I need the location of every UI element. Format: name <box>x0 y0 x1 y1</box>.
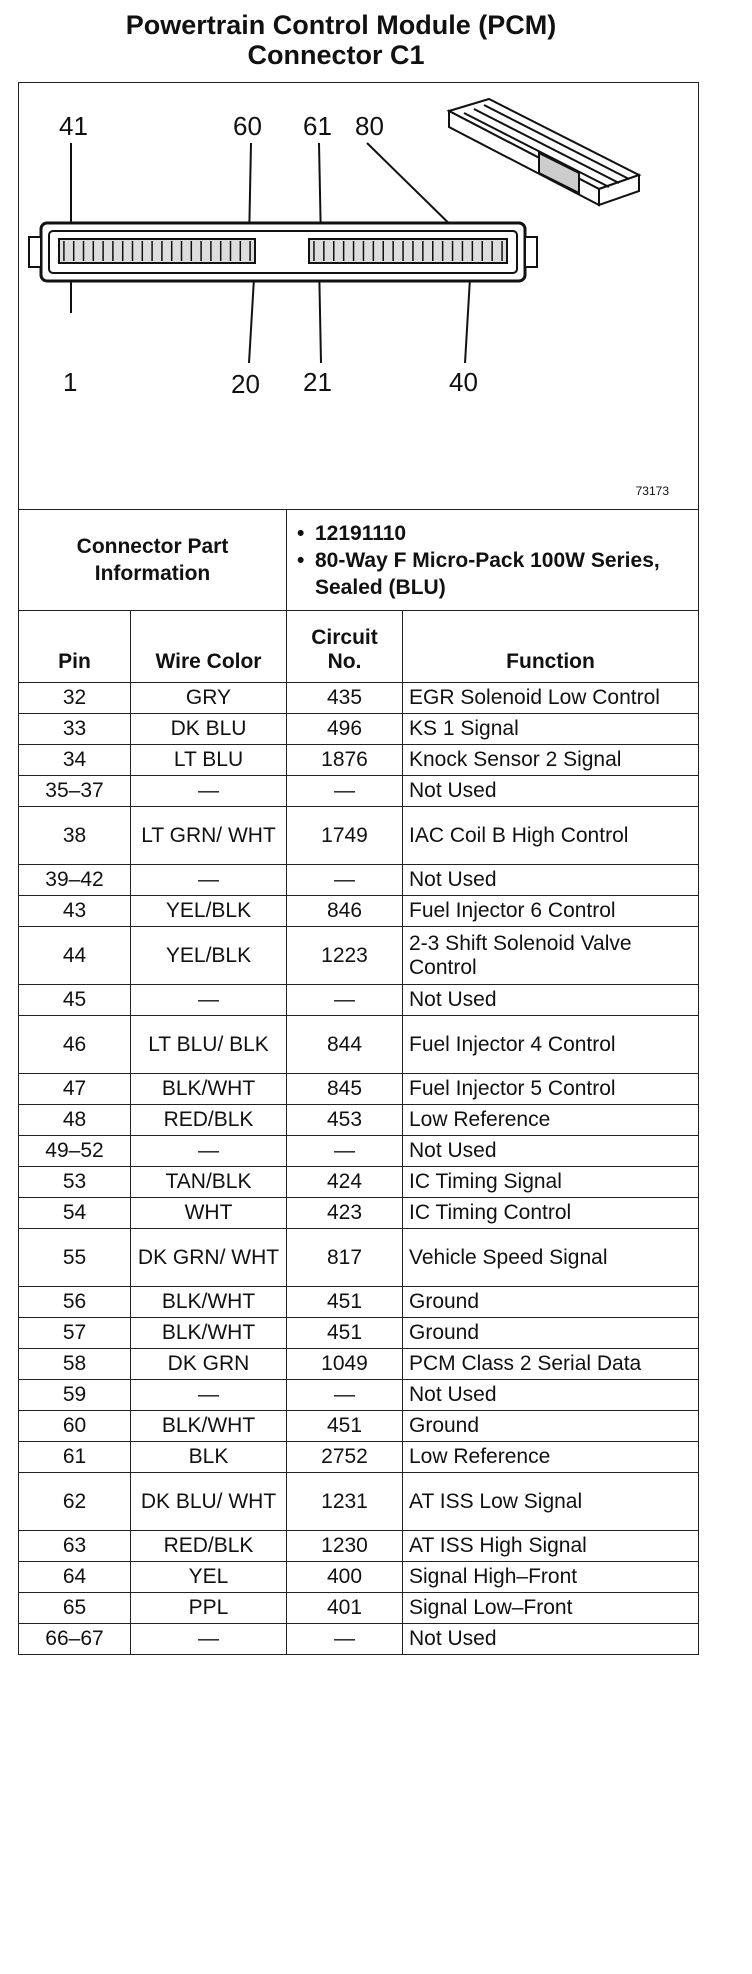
table-row <box>19 1198 699 1229</box>
pin-label-80: 80 <box>355 111 384 141</box>
table-row <box>19 1074 699 1105</box>
function-cell: Ground <box>403 1318 699 1349</box>
wire-color-cell: DK GRN <box>131 1349 287 1380</box>
function-cell: Knock Sensor 2 Signal <box>403 745 699 776</box>
wire-color-cell: DK GRN/ WHT <box>131 1229 287 1287</box>
pin-cell: 46 <box>19 1016 131 1074</box>
wire-color-cell: DK BLU/ WHT <box>131 1473 287 1531</box>
pin-cell: 35–37 <box>19 776 131 807</box>
table-row <box>19 1562 699 1593</box>
function-cell: IC Timing Control <box>403 1198 699 1229</box>
function-cell: Fuel Injector 5 Control <box>403 1074 699 1105</box>
wire-color-cell: DK BLU <box>131 714 287 745</box>
pin-cell: 62 <box>19 1473 131 1531</box>
function-cell: AT ISS High Signal <box>403 1531 699 1562</box>
function-cell: Vehicle Speed Signal <box>403 1229 699 1287</box>
circuit-cell: 435 <box>287 683 403 714</box>
pin-cell: 34 <box>19 745 131 776</box>
pin-label-20: 20 <box>231 369 260 399</box>
circuit-cell: — <box>287 985 403 1016</box>
pin-cell: 58 <box>19 1349 131 1380</box>
circuit-cell: 2752 <box>287 1442 403 1473</box>
pin-cell: 60 <box>19 1411 131 1442</box>
table-row <box>19 776 699 807</box>
circuit-cell: 844 <box>287 1016 403 1074</box>
function-cell: Not Used <box>403 865 699 896</box>
table-row <box>19 1531 699 1562</box>
pin-cell: 56 <box>19 1287 131 1318</box>
table-row <box>19 1105 699 1136</box>
pin-label-60: 60 <box>233 111 262 141</box>
pin-label-61: 61 <box>303 111 332 141</box>
pin-cell: 53 <box>19 1167 131 1198</box>
table-row <box>19 896 699 927</box>
wire-color-cell: BLK/WHT <box>131 1287 287 1318</box>
circuit-cell: 423 <box>287 1198 403 1229</box>
pin-cell: 63 <box>19 1531 131 1562</box>
function-cell: 2-3 Shift Solenoid Valve Control <box>403 927 699 985</box>
table-row <box>19 1229 699 1287</box>
function-cell: AT ISS Low Signal <box>403 1473 699 1531</box>
wire-color-cell: — <box>131 776 287 807</box>
circuit-cell: 1223 <box>287 927 403 985</box>
circuit-cell: 496 <box>287 714 403 745</box>
table-row <box>19 1411 699 1442</box>
connector-info-values <box>287 510 699 611</box>
function-cell: Fuel Injector 4 Control <box>403 1016 699 1074</box>
function-cell: Not Used <box>403 776 699 807</box>
function-cell: Not Used <box>403 1624 699 1655</box>
wire-color-cell: — <box>131 985 287 1016</box>
pin-cell: 65 <box>19 1593 131 1624</box>
function-cell: Not Used <box>403 985 699 1016</box>
pin-label-41: 41 <box>59 111 88 141</box>
table-row <box>19 807 699 865</box>
header-wire-color: Wire Color <box>131 611 287 683</box>
wire-color-cell: YEL/BLK <box>131 927 287 985</box>
circuit-cell: 424 <box>287 1167 403 1198</box>
wire-color-cell: RED/BLK <box>131 1105 287 1136</box>
circuit-cell: — <box>287 1380 403 1411</box>
pin-label-40: 40 <box>449 367 478 397</box>
function-cell: Low Reference <box>403 1442 699 1473</box>
connector-iso-icon <box>449 99 639 205</box>
circuit-cell: 400 <box>287 1562 403 1593</box>
pin-cell: 66–67 <box>19 1624 131 1655</box>
wire-color-cell: GRY <box>131 683 287 714</box>
wire-color-cell: BLK/WHT <box>131 1318 287 1349</box>
pin-cell: 38 <box>19 807 131 865</box>
table-row <box>19 1442 699 1473</box>
function-cell: Signal Low–Front <box>403 1593 699 1624</box>
circuit-cell: 453 <box>287 1105 403 1136</box>
table-row <box>19 927 699 985</box>
pin-cell: 44 <box>19 927 131 985</box>
figure-id: 73173 <box>635 484 669 498</box>
circuit-cell: 451 <box>287 1411 403 1442</box>
wire-color-cell: TAN/BLK <box>131 1167 287 1198</box>
page-subtitle: Connector C1 <box>247 40 425 70</box>
wire-color-cell: PPL <box>131 1593 287 1624</box>
pin-cell: 39–42 <box>19 865 131 896</box>
circuit-cell: 1231 <box>287 1473 403 1531</box>
wire-color-cell: YEL <box>131 1562 287 1593</box>
function-cell: Not Used <box>403 1136 699 1167</box>
wire-color-cell: LT BLU/ BLK <box>131 1016 287 1074</box>
function-cell: PCM Class 2 Serial Data <box>403 1349 699 1380</box>
connector-part-number: • 12191110 <box>315 520 692 547</box>
circuit-cell: 451 <box>287 1287 403 1318</box>
wire-color-cell: YEL/BLK <box>131 896 287 927</box>
circuit-cell: 451 <box>287 1318 403 1349</box>
function-cell: Ground <box>403 1287 699 1318</box>
wire-color-cell: BLK/WHT <box>131 1074 287 1105</box>
function-cell: IAC Coil B High Control <box>403 807 699 865</box>
table-row <box>19 1593 699 1624</box>
connector-icon <box>29 223 537 281</box>
circuit-cell: 1230 <box>287 1531 403 1562</box>
circuit-cell: 1876 <box>287 745 403 776</box>
pin-cell: 59 <box>19 1380 131 1411</box>
wire-color-cell: LT GRN/ WHT <box>131 807 287 865</box>
function-cell: IC Timing Signal <box>403 1167 699 1198</box>
pin-cell: 33 <box>19 714 131 745</box>
page-title: Powertrain Control Module (PCM) <box>125 10 557 40</box>
header-pin: Pin <box>19 611 131 683</box>
wire-color-cell: RED/BLK <box>131 1531 287 1562</box>
function-cell: Low Reference <box>403 1105 699 1136</box>
wire-color-cell: — <box>131 1380 287 1411</box>
table-row <box>19 1016 699 1074</box>
header-circuit: Circuit No. <box>287 611 403 683</box>
connector-info-label: Connector Part Information <box>19 510 287 611</box>
table-row <box>19 1167 699 1198</box>
pin-label-1: 1 <box>63 367 78 397</box>
wire-color-cell: WHT <box>131 1198 287 1229</box>
pin-cell: 54 <box>19 1198 131 1229</box>
table-row <box>19 985 699 1016</box>
table-row <box>19 1136 699 1167</box>
pinout-table <box>18 82 699 1655</box>
table-row <box>19 1473 699 1531</box>
circuit-cell: — <box>287 1136 403 1167</box>
header-function: Function <box>403 611 699 683</box>
wire-color-cell: — <box>131 1624 287 1655</box>
pin-cell: 32 <box>19 683 131 714</box>
table-row <box>19 1380 699 1411</box>
table-row <box>19 745 699 776</box>
table-row <box>19 1349 699 1380</box>
pin-cell: 61 <box>19 1442 131 1473</box>
wire-color-cell: LT BLU <box>131 745 287 776</box>
table-row <box>19 1287 699 1318</box>
pin-cell: 49–52 <box>19 1136 131 1167</box>
wire-color-cell: — <box>131 1136 287 1167</box>
circuit-cell: — <box>287 1624 403 1655</box>
pin-cell: 48 <box>19 1105 131 1136</box>
circuit-cell: — <box>287 865 403 896</box>
table-row <box>19 1624 699 1655</box>
table-row <box>19 865 699 896</box>
pin-cell: 64 <box>19 1562 131 1593</box>
wire-color-cell: BLK/WHT <box>131 1411 287 1442</box>
pin-cell: 57 <box>19 1318 131 1349</box>
connector-diagram-cell <box>19 83 699 510</box>
table-row <box>19 714 699 745</box>
circuit-cell: 817 <box>287 1229 403 1287</box>
table-row <box>19 683 699 714</box>
function-cell: Ground <box>403 1411 699 1442</box>
pin-cell: 43 <box>19 896 131 927</box>
function-cell: Fuel Injector 6 Control <box>403 896 699 927</box>
pin-cell: 45 <box>19 985 131 1016</box>
function-cell: Not Used <box>403 1380 699 1411</box>
wire-color-cell: BLK <box>131 1442 287 1473</box>
function-cell: KS 1 Signal <box>403 714 699 745</box>
pin-cell: 47 <box>19 1074 131 1105</box>
circuit-cell: 846 <box>287 896 403 927</box>
circuit-cell: 845 <box>287 1074 403 1105</box>
function-cell: EGR Solenoid Low Control <box>403 683 699 714</box>
circuit-cell: 1049 <box>287 1349 403 1380</box>
pin-cell: 55 <box>19 1229 131 1287</box>
connector-diagram <box>19 83 695 509</box>
circuit-cell: 1749 <box>287 807 403 865</box>
pin-label-21: 21 <box>303 367 332 397</box>
function-cell: Signal High–Front <box>403 1562 699 1593</box>
table-row <box>19 1318 699 1349</box>
wire-color-cell: — <box>131 865 287 896</box>
circuit-cell: — <box>287 776 403 807</box>
circuit-cell: 401 <box>287 1593 403 1624</box>
connector-description: • 80-Way F Micro-Pack 100W Series, Sealed (BLU) <box>315 547 692 601</box>
